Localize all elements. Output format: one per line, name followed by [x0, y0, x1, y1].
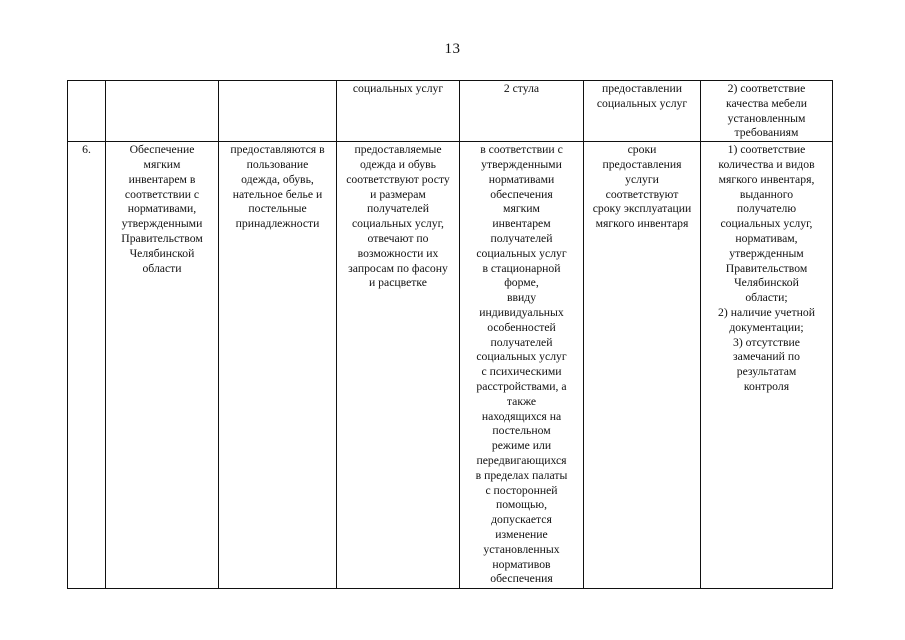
cell-text-line: получателей	[490, 231, 553, 245]
cell-text-line: передвигающихся	[476, 453, 567, 467]
table-cell	[337, 142, 460, 589]
cell-text-line: также	[506, 394, 537, 408]
cell-text-line: предоставляются в	[230, 143, 325, 157]
table-cell	[460, 142, 584, 589]
cell-text-line: ввиду	[506, 291, 537, 305]
cell-text-line: сроку эксплуатации	[592, 202, 692, 216]
cell-text-line: требованиям	[734, 126, 799, 140]
cell-text-line: в стационарной	[482, 261, 561, 275]
cell-text-line: обеспечения	[490, 572, 553, 586]
cell-text-line: Челябинской	[129, 246, 195, 260]
cell-text-line: одежда, обувь,	[241, 172, 314, 186]
cell-text-line: возможности их	[357, 246, 439, 260]
cell-text-line: социальных услуг,	[720, 217, 813, 231]
table-cell	[219, 81, 337, 142]
table-cell	[701, 142, 833, 589]
cell-text-line: допускается	[491, 513, 552, 527]
cell-text-line: предоставляемые	[354, 143, 442, 157]
cell-text-line: 2) соответствие	[727, 82, 806, 95]
cell-text-line: социальных услуг	[476, 350, 567, 364]
cell-text-line: мягкого инвентаря	[595, 217, 689, 231]
cell-text-line: социальных услуг,	[352, 217, 444, 231]
cell-text-line: и расцветке	[369, 276, 427, 290]
cell-text-line: расстройствами, а	[476, 379, 567, 393]
cell-text-line: индивидуальных	[479, 305, 564, 319]
cell-text-line: нормативами,	[127, 202, 197, 216]
cell-text-line: запросам по фасону	[348, 261, 448, 275]
cell-text-line: выданного	[739, 187, 794, 201]
cell-text-line: Правительством	[121, 231, 203, 245]
cell-text-line: 2) наличие учетной	[718, 305, 815, 319]
cell-text-line: пользование	[246, 157, 309, 171]
page-number: 13	[444, 41, 461, 57]
cell-text-line: 3) отсутствие	[733, 335, 800, 349]
table-cell	[68, 142, 106, 589]
cell-text-line: инвентарем	[492, 217, 551, 231]
cell-text-line: соответствуют росту	[346, 172, 450, 186]
table-cell	[584, 142, 701, 589]
services-table	[67, 80, 833, 589]
cell-text-line: получателю	[736, 202, 797, 216]
cell-text-line: социальных услуг	[352, 82, 444, 95]
cell-text-line: постельные	[248, 202, 307, 216]
cell-text-line: результатам	[736, 365, 797, 379]
cell-text-line: области	[142, 261, 182, 275]
cell-text-line: Обеспечение	[129, 143, 195, 157]
cell-text-line: 2 стула	[503, 82, 540, 95]
cell-text-line: принадлежности	[235, 217, 320, 231]
cell-text-line: Правительством	[725, 261, 808, 275]
cell-text-line: форме,	[504, 276, 539, 290]
cell-text-line: замечаний по	[733, 350, 800, 364]
cell-text-line: режиме или	[491, 439, 552, 453]
table-row	[68, 81, 833, 142]
cell-text-line: предоставления	[602, 157, 682, 171]
cell-text-line: нормативам,	[735, 231, 798, 245]
cell-text-line: обеспечения	[490, 187, 553, 201]
cell-text-line: услуги	[625, 172, 659, 186]
cell-text-line: установленных	[483, 542, 560, 556]
cell-text-line: утвержденными	[481, 157, 562, 171]
cell-text-line: нормативов	[492, 557, 551, 571]
cell-text-line: находящихся на	[481, 409, 562, 423]
cell-text-line: количества и видов	[718, 157, 815, 171]
cell-text-line: Челябинской	[734, 276, 799, 290]
cell-text-line: отвечают по	[367, 231, 429, 245]
table-cell	[219, 142, 337, 589]
cell-text-line: предоставлении	[602, 82, 682, 95]
cell-text-line: качества мебели	[726, 96, 807, 110]
cell-text-line: утвержденным	[729, 246, 804, 260]
cell-text-line: мягким	[143, 157, 181, 171]
table-cell	[701, 81, 833, 142]
table-cell	[68, 81, 106, 142]
cell-text-line: области;	[745, 291, 788, 305]
cell-text-line: соответствии с	[124, 187, 200, 201]
cell-text-line: получателей	[367, 202, 429, 216]
cell-text-line: социальных услуг	[596, 96, 688, 110]
cell-text-line: изменение	[495, 527, 548, 541]
table-cell	[460, 81, 584, 142]
cell-text-line: одежда и обувь	[360, 157, 436, 171]
cell-text-line: и размерам	[370, 187, 426, 201]
cell-text-line: документации;	[729, 320, 804, 334]
cell-text-line: мягким	[503, 202, 540, 216]
cell-text-line: 1) соответствие	[727, 143, 806, 157]
table-cell	[106, 142, 219, 589]
cell-text-line: контроля	[743, 379, 790, 393]
cell-text-line: мягкого инвентаря,	[718, 172, 815, 186]
cell-text-line: социальных услуг	[476, 246, 567, 260]
cell-text-line: в пределах палаты	[475, 468, 568, 482]
cell-text-line: нательное белье и	[232, 187, 323, 201]
table-cell	[584, 81, 701, 142]
cell-text-line: соответствуют	[605, 187, 679, 201]
cell-text-line: особенностей	[487, 320, 556, 334]
cell-text-line: утвержденными	[121, 217, 203, 231]
cell-text-line: сроки	[627, 143, 657, 157]
cell-text-line: установленным	[727, 111, 806, 125]
cell-text-line: 6.	[82, 143, 91, 157]
cell-text-line: нормативами	[488, 172, 555, 186]
cell-text-line: помощью,	[495, 498, 548, 512]
cell-text-line: постельном	[492, 424, 551, 438]
cell-text-line: с посторонней	[485, 483, 558, 497]
cell-text-line: получателей	[490, 335, 553, 349]
cell-text-line: инвентарем в	[128, 172, 196, 186]
table-cell	[106, 81, 219, 142]
table-cell	[337, 81, 460, 142]
table-row	[68, 142, 833, 589]
cell-text-line: с психическими	[481, 365, 562, 379]
cell-text-line: в соответствии с	[480, 143, 563, 157]
